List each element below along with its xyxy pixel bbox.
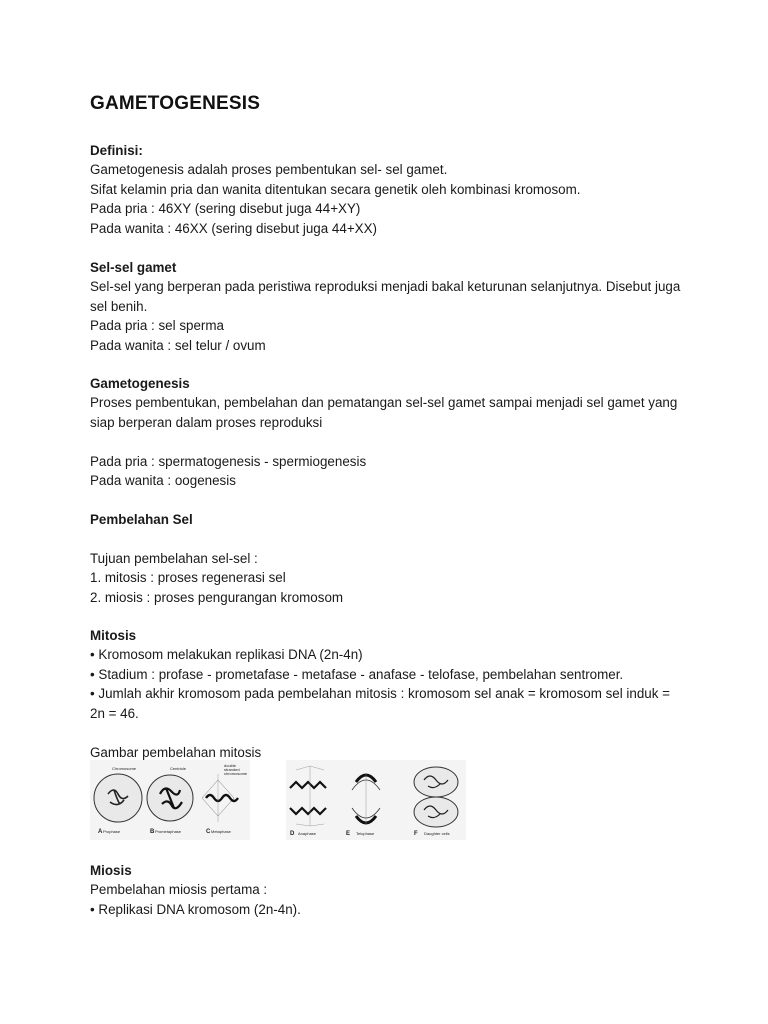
- miosis-line: Pembelahan miosis pertama :: [90, 882, 268, 898]
- mitosis-figure-caption: Gambar pembelahan mitosis: [90, 745, 262, 760]
- miosis-heading: Miosis: [90, 863, 132, 878]
- section-pembelahan-heading: [90, 510, 690, 529]
- label-centriole: Centriole: [170, 766, 187, 771]
- gametogenesis-line: siap berperan dalam proses reproduksi: [90, 414, 323, 430]
- gametogenesis-line: Proses pembentukan, pembelahan dan pematangan sel-sel gamet sampai menjadi sel gamet yang: [90, 395, 678, 411]
- definisi-line: Gametogenesis adalah proses pembentukan sel- sel gamet.: [90, 162, 448, 178]
- gametogenesis-type-line: Pada pria : spermatogenesis - spermiogenesis: [90, 454, 367, 469]
- pembelahan-heading: Pembelahan Sel: [90, 512, 193, 527]
- mitosis-heading: Mitosis: [90, 628, 137, 643]
- section-definisi: [90, 141, 690, 238]
- section-pembelahan: [90, 549, 690, 607]
- label-daughter-cells: Daughter cells: [424, 831, 450, 836]
- sel-gamet-line: Pada wanita : sel telur / ovum: [90, 337, 266, 353]
- label-telophase: Telophase: [356, 831, 375, 836]
- label-f: F: [414, 831, 418, 837]
- label-chromosome: Chromosome: [112, 766, 137, 771]
- label-chromosome2: chromosome: [224, 771, 248, 776]
- label-prophase: Prophase: [103, 829, 121, 834]
- definisi-line: Pada wanita : 46XX (sering disebut juga 44+XX): [90, 220, 377, 236]
- mitosis-diagram-def: [286, 760, 466, 840]
- miosis-line: • Replikasi DNA kromosom (2n-4n).: [90, 901, 301, 917]
- label-prometaphase: Prometaphase: [155, 829, 182, 834]
- label-c: C: [206, 829, 211, 835]
- definisi-heading: Definisi:: [90, 143, 143, 158]
- gametogenesis-type-line: Pada wanita : oogenesis: [90, 473, 236, 489]
- mitosis-line: • Jumlah akhir kromosom pada pembelahan mitosis : kromosom sel anak = kromosom sel induk =: [90, 686, 670, 702]
- label-anaphase: Anaphase: [298, 831, 317, 836]
- pembelahan-line: Tujuan pembelahan sel-sel :: [90, 551, 258, 566]
- label-a: A: [98, 829, 103, 835]
- gametogenesis-heading: Gametogenesis: [90, 376, 190, 391]
- page-title: GAMETOGENESIS: [90, 93, 261, 114]
- mitosis-figure-panel-abc: [90, 760, 250, 840]
- sel-gamet-line: sel benih.: [90, 298, 148, 314]
- label-metaphase: Metaphase: [211, 829, 231, 834]
- pembelahan-line: 2. miosis : proses pengurangan kromosom: [90, 589, 344, 605]
- label-double: double: [224, 763, 237, 768]
- mitosis-diagram-abc: [90, 760, 250, 840]
- sel-gamet-line: Pada pria : sel sperma: [90, 318, 224, 334]
- section-mitosis: [90, 626, 690, 723]
- section-sel-gamet: [90, 258, 690, 355]
- section-miosis: [90, 861, 690, 919]
- mitosis-figure-panel-def: [286, 760, 466, 840]
- label-d: D: [290, 831, 295, 837]
- definisi-line: Pada pria : 46XY (sering disebut juga 44+XY): [90, 201, 361, 217]
- label-stranded: stranded: [224, 767, 240, 772]
- sel-gamet-heading: Sel-sel gamet: [90, 260, 177, 275]
- label-b: B: [150, 829, 155, 835]
- mitosis-line: • Stadium : profase - prometafase - metafase - anafase - telofase, pembelahan sentromer.: [90, 666, 624, 682]
- sel-gamet-line: Sel-sel yang berperan pada peristiwa reproduksi menjadi bakal keturunan selanjutnya. Disebut juga: [90, 279, 681, 295]
- section-gametogenesis-types: [90, 452, 690, 491]
- definisi-line: Sifat kelamin pria dan wanita ditentukan secara genetik oleh kombinasi kromosom.: [90, 181, 581, 197]
- pembelahan-line: 1. mitosis : proses regenerasi sel: [90, 570, 286, 586]
- mitosis-line: 2n = 46.: [90, 705, 139, 721]
- label-e: E: [346, 831, 351, 837]
- mitosis-figure: [90, 760, 470, 840]
- section-gametogenesis: [90, 374, 690, 432]
- mitosis-line: • Kromosom melakukan replikasi DNA (2n-4n): [90, 647, 363, 663]
